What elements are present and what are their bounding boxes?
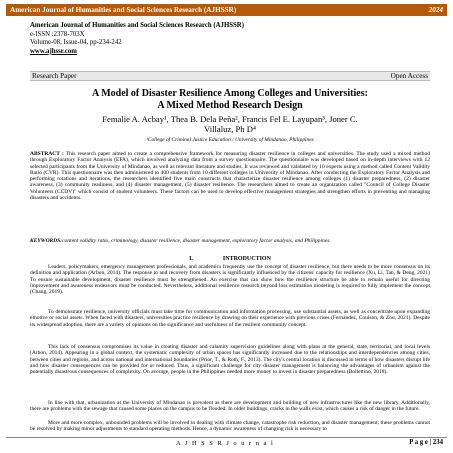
- keywords-label: KEYWORDS:: [30, 238, 63, 244]
- article-title: [30, 88, 430, 112]
- section-heading-introduction: I. INTRODUCTION: [189, 256, 271, 262]
- intro-paragraph-1: Leaders, policymakers, emergency management professionals, and academics frequently use the concept of disaster resilience, but there needs to be more consensus on its definition and application (Arbon, 2014). The response to and recovery from disasters is significantly influenced by the citizens' capacity for resilience (Xu, Li, Tan, & Deng, 2021) To ensure sustainable development, disaster resilience must be strengthened. An exercise that can show how the resilience structure be able to remain useful for directing improvement and awareness endeavors must be conducted. Nevertheless, additional resilience research beyond loss estimation modeling is required to fully implement the concept (Chang, 2019).: [30, 264, 430, 296]
- article-title-line1: A Model of Disaster Resilience Among Colleges and Universities:: [92, 88, 368, 99]
- footer-page-number: P a g e | 234: [409, 439, 443, 446]
- abstract-text: This research paper aimed to create a comprehensive framework for measuring disaster resilience in colleges and universities. The study used a mixed method through Exploratory Factor Analysis (EFA), which involved analyzing data from a survey questionnaire. The questionnaire was developed based on in-depth interviews with 12 selected participants from the University of Mindanao, as well as relevant literature and studies. It was reviewed and validated by 10 experts using a method called Content Validity Ratio (CVR). This questionnaire was then administered to 400 students from 10 different colleges in University of Mindanao. After conducting the Exploratory Factor Analysis and performing rotations and iterations, the researchers identified five main constructs that characterize disaster resilience among colleges (1) disaster preparedness, (2) disaster awareness, (3) community readiness, and (4) disaster management, (5) disaster resilience. The researchers aimed to create an organization called "Council of College Disaster Volunteers (CCDV)" which consist of student volunteers. These factors can be used to develop effective management strategies and strengthen efforts in preventing and managing disasters and accidents.: [30, 151, 431, 202]
- intro-paragraph-5: More and more complex, unbounded problems will be involved in dealing with climate change, catastrophe risk reduction, and disaster management; these problems cannot be resolved by making minor adjustments to standard operating methods. Hence, a dynamic awareness of changing risk is necessary to: [30, 420, 430, 433]
- keywords: [30, 238, 430, 244]
- journal-banner-title: American Journal of Humanities and Social Sciences Research (AJHSSR): [10, 6, 237, 14]
- journal-volume: Volume-08, Issue-04, pp-234-242: [30, 39, 122, 47]
- author-affiliation: ¹College of Criminal Justice Education / University of Mindanao, Philippines: [146, 137, 314, 143]
- abstract: [30, 151, 430, 201]
- journal-name: American Journal of Humanities and Social Sciences Research (AJHSSR): [30, 22, 244, 29]
- paper-type-bar: [30, 71, 430, 81]
- article-title-line2: A Mixed Method Research Design: [157, 100, 303, 111]
- article-authors: [30, 114, 430, 134]
- footer-journal: A J H S S R J o u r n a l: [176, 440, 275, 447]
- journal-info: [30, 22, 430, 56]
- authors-line2: Villaluz, Ph D⁴: [204, 124, 256, 134]
- intro-paragraph-4: In line with that, urbanization at the University of Mindanao is prevalent as there are development and building of new infrastructures like the new library. Additionally, there are problems with the sewage that caused some places on the campus to be flooded. In older buildings, cracks in the walls exist, which causes a risk of danger in the future.: [30, 400, 430, 413]
- journal-banner: [6, 4, 447, 16]
- paper-type-label: Research Paper: [32, 72, 77, 80]
- journal-issn: e-ISSN :2378-703X: [30, 30, 85, 38]
- abstract-label: ABSTRACT :: [30, 151, 64, 157]
- journal-banner-year: 2024: [428, 6, 443, 14]
- journal-url-link[interactable]: www.ajhssr.com: [30, 47, 77, 55]
- intro-paragraph-3: This lack of consensus compromises its value in creating disaster and calamity supervision guidelines along with plans at the general, state, territorial, and local levels (Arbon, 2014). Appearing in a global context, the systematic complexity of urban spaces has significantly increased due to the relationships and interdependencies among cities, between cities and regions, and across national and international boundaries (Prior, T., & Roth, F., 2013). The city's central location is discussed in terms of how disasters disrupt life and how disaster consequences can be provided for or reduced. Thus, a significant challenge for city disaster management is balancing the advantages of urbanism against the potentially disastrous consequences of complexity. On average, people in the Philippines needed more money to invest in disaster preparedness (Bollettino, 2018).: [30, 344, 430, 376]
- open-access-label: Open Access: [390, 72, 428, 80]
- keywords-text: content validity ratio, criminology, disaster resilience, disaster management, exploratory factor analysis, and Philippines.: [62, 238, 331, 244]
- authors-line1: Femalie A. Acbay¹, Thea B. Dela Peña², Francis Fel E. Layupan³, Joner C.: [102, 114, 358, 124]
- intro-paragraph-2: To demonstrate resilience, university officials must take time for communication and information processing, use substantial assets, as well as concentrate upon expanding emotive or social assets. When faced with disasters, universities practice resilience by drawing on their experience with previous crises (Fernandez, Coulson, & Zou, 2021). Despite its widespread adoption, there are a variety of opinions on the significance and usefulness of the resilient community concept.: [30, 309, 430, 328]
- page-footer: [6, 437, 447, 448]
